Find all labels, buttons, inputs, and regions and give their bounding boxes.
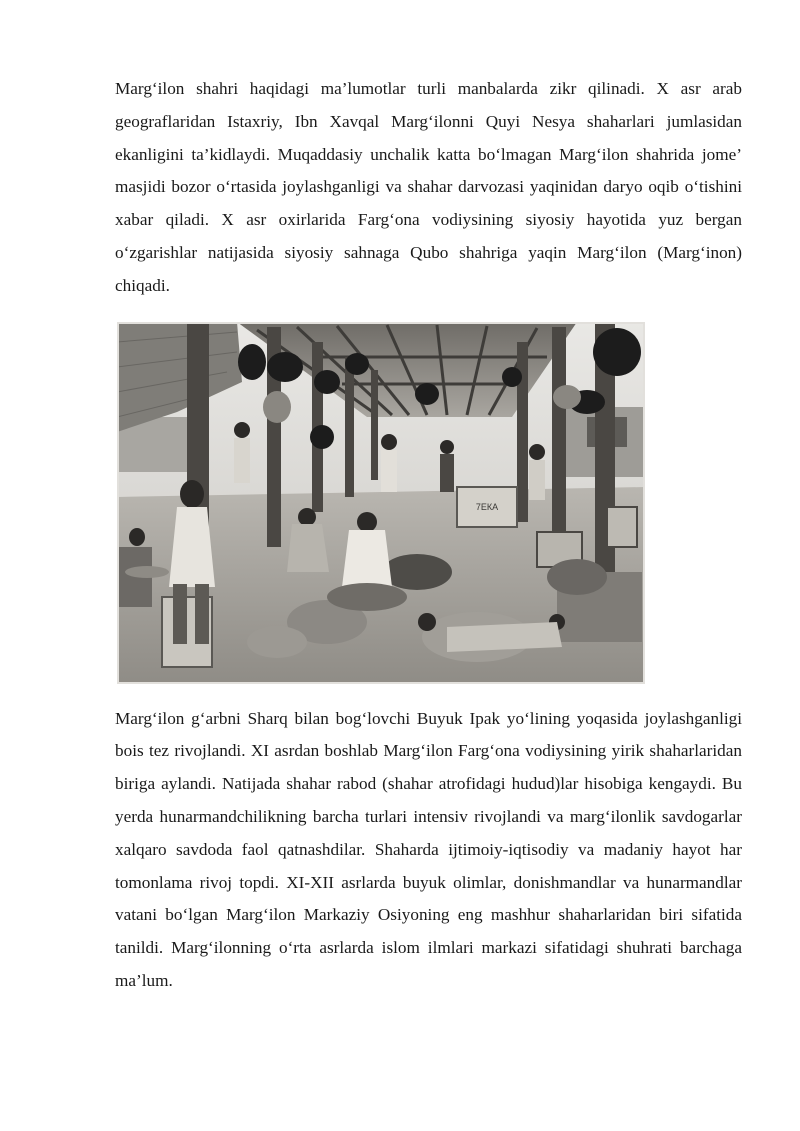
- crate-marking-text: 7ЕКА: [475, 501, 499, 512]
- paragraph-silk-road-development: Marg‘ilon g‘arbni Sharq bilan bog‘lovchi Buyuk Ipak yo‘lining yoqasida joylashganligi bois tez rivojlandi. XI asrdan boshlab Marg‘ilon Farg‘ona vodiysining yirik shaharlaridan biriga aylandi. Natijada shahar rabod (shahar atrofidagi hudud)lar hisobiga kengaydi. Bu yerda hunarmandchilikning barcha turlari intensiv rivojlandi va marg‘ilonlik savdogarlar xalqaro savdoda faol qatnashdilar. Shaharda ijtimoiy-iqtisodiy va madaniy hayot har tomonlama rivoj topdi. XI-XII asrlarda buyuk olimlar, donishmandlar va hunarmandlar vatani bo‘lgan Marg‘ilon Markaziy Osiyoning eng mashhur shaharlaridan biri sifatida tanildi. Marg‘ilonning o‘rta asrlarda islom ilmlari markazi sifatidagi shuhrati barchaga ma’lum.: [115, 708, 742, 990]
- document-page: [115, 73, 742, 998]
- bazaar-photo-drawing: [117, 322, 645, 684]
- paragraph-history-sources: Marg‘ilon shahri haqidagi ma’lumotlar turli manbalarda zikr qilinadi. X asr arab geograflaridan Istaxriy, Ibn Xavqal Marg‘ilonni Quyi Nesya shaharlari jumlasidan ekanligini ta’kidlaydi. Muqaddasiy unchalik katta bo‘lmagan Marg‘ilon shahrida jome’ masjidi bozor o‘rtasida joylashganligi va shahar darvozasi yaqinidan daryo oqib o‘tishini xabar qiladi. X asr oxirlarida Farg‘ona vodiysining siyosiy hayotida yuz bergan o‘zgarishlar natijasida siyosiy sahnaga Qubo shahriga yaqin Marg‘ilon (Marg‘inon) chiqadi.: [115, 79, 742, 295]
- historic-bazaar-photo: [117, 322, 645, 684]
